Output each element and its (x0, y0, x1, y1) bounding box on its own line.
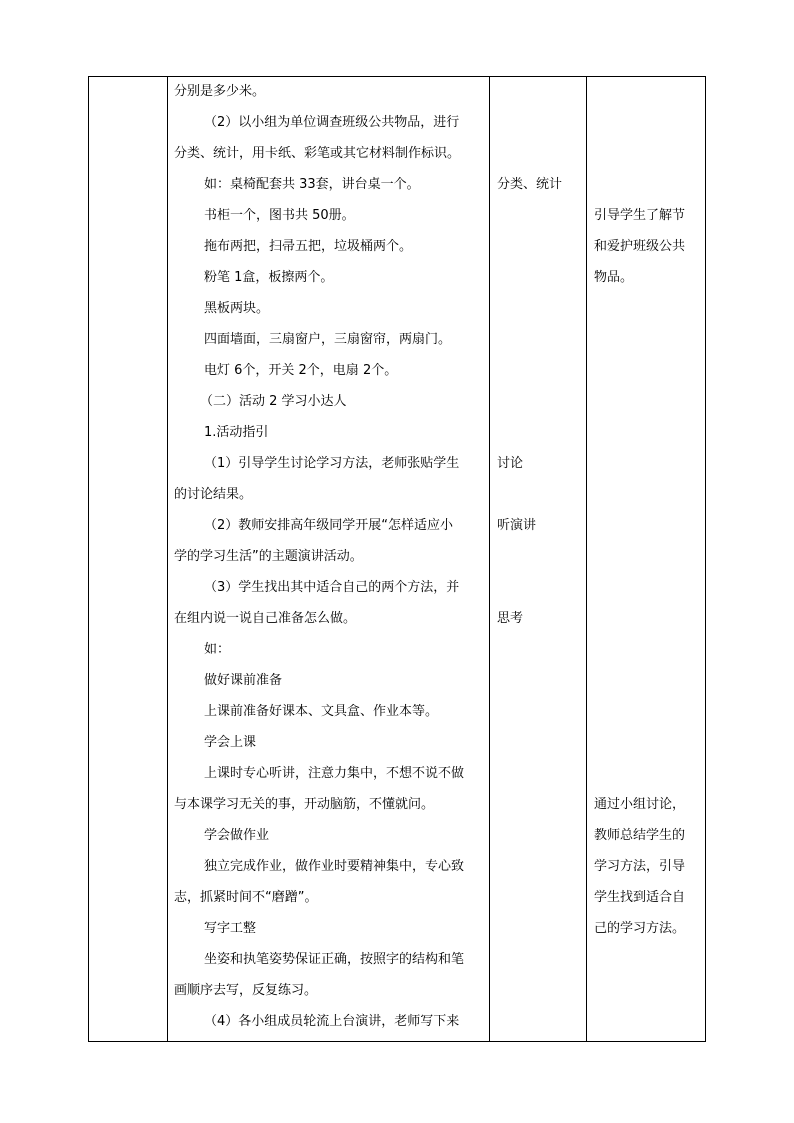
content-line: 书柜一个，图书共 50册。 (204, 208, 355, 223)
design-intent-column (587, 77, 705, 1041)
content-line: 黑板两块。 (204, 301, 270, 316)
design-intent-line: 通过小组讨论， (594, 797, 686, 812)
student-activity-line: 听演讲 (497, 518, 537, 533)
content-line: 在组内说一说自己准备怎么做。 (174, 611, 357, 626)
design-intent-line: 物品。 (594, 270, 634, 285)
content-line: （2）以小组为单位调查班级公共物品，进行 (204, 115, 460, 130)
content-line: 的讨论结果。 (174, 487, 253, 502)
content-line: 学会上课 (204, 735, 257, 750)
content-line: 画顺序去写，反复练习。 (174, 983, 318, 998)
content-line: 拖布两把，扫帚五把，垃圾桶两个。 (204, 239, 413, 254)
design-intent-line: 学习方法，引导 (594, 859, 686, 874)
phase-column (89, 77, 167, 1041)
design-intent-line: 教师总结学生的 (594, 828, 686, 843)
content-line: 与本课学习无关的事，开动脑筋，不懂就问。 (174, 797, 435, 812)
content-line: （1）引导学生讨论学习方法，老师张贴学生 (204, 456, 460, 471)
content-line: 学的学习生活”的主题演讲活动。 (174, 549, 363, 564)
content-line: （3）学生找出其中适合自己的两个方法，并 (204, 580, 460, 595)
content-line: 写字工整 (204, 921, 257, 936)
content-line: 上课时专心听讲，注意力集中，不想不说不做 (204, 766, 465, 781)
student-activity-line: 讨论 (497, 456, 524, 471)
design-intent-line: 和爱护班级公共 (594, 239, 686, 254)
content-line: 电灯 6个，开关 2个，电扇 2个。 (204, 363, 398, 378)
content-line: 粉笔 1盒，板擦两个。 (204, 270, 334, 285)
student-activity-column (490, 77, 586, 1041)
content-line: 坐姿和执笔姿势保证正确，按照字的结构和笔 (204, 952, 465, 967)
student-activity-line: 分类、统计 (497, 177, 563, 192)
design-intent-line: 学生找到适合自 (594, 890, 686, 905)
content-line: 上课前准备好课本、文具盒、作业本等。 (204, 704, 439, 719)
student-activity-line: 思考 (497, 611, 524, 626)
content-line: （二）活动 2 学习小达人 (200, 394, 347, 409)
content-line: 四面墙面，三扇窗户，三扇窗帘，两扇门。 (204, 332, 452, 347)
content-line: 独立完成作业，做作业时要精神集中，专心致 (204, 859, 465, 874)
content-line: 做好课前准备 (204, 673, 283, 688)
content-line: 如： (204, 642, 231, 657)
design-intent-line: 引导学生了解节 (594, 208, 686, 223)
content-line: 志，抓紧时间不“磨蹭”。 (174, 890, 318, 905)
content-line: 如：桌椅配套共 33套，讲台桌一个。 (204, 177, 420, 192)
content-line: （4）各小组成员轮流上台演讲，老师写下来 (204, 1014, 460, 1029)
content-line: 分别是多少米。 (174, 84, 266, 99)
design-intent-line: 己的学习方法。 (594, 921, 686, 936)
content-line: 学会做作业 (204, 828, 270, 843)
content-line: （2）教师安排高年级同学开展“怎样适应小 (204, 518, 454, 533)
lesson-plan-table (88, 76, 706, 1042)
teaching-content-column (168, 77, 489, 1041)
content-line: 分类、统计，用卡纸、彩笔或其它材料制作标识。 (174, 146, 461, 161)
content-line: 1.活动指引 (204, 425, 269, 440)
